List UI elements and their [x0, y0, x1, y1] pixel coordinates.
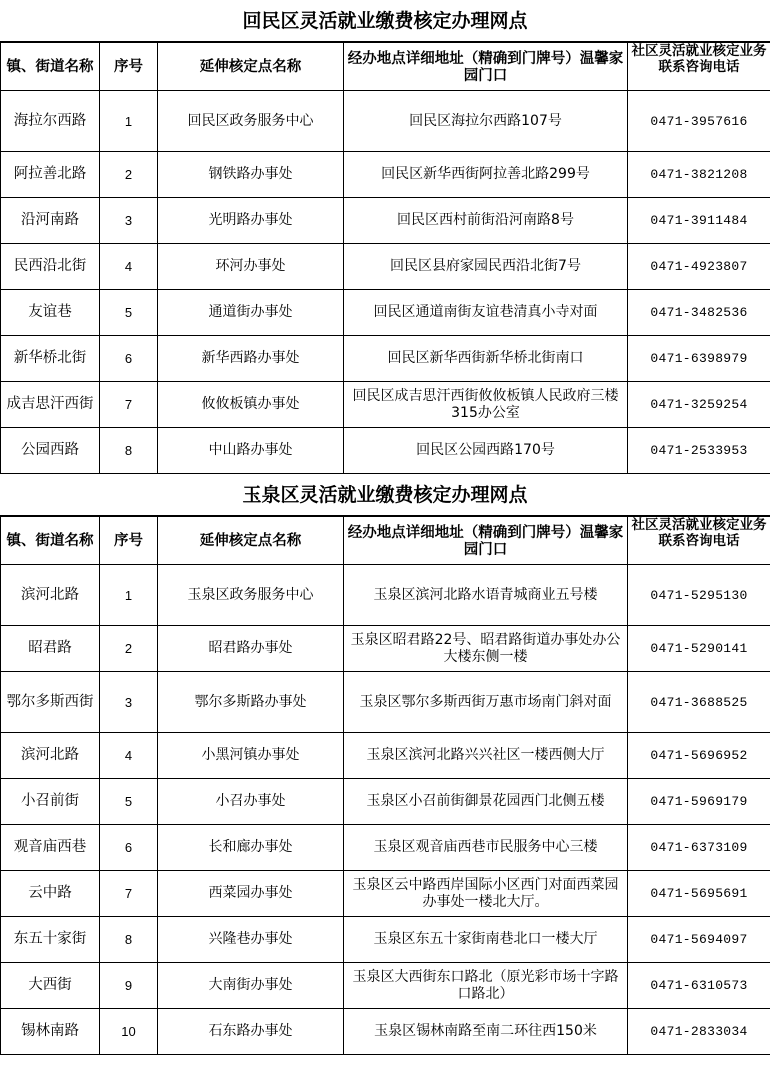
- phone-cell: 0471-3957616: [628, 91, 770, 152]
- phone-cell: 0471-5696952: [628, 733, 770, 779]
- phone-cell: 0471-2833034: [628, 1009, 770, 1055]
- number-cell: 7: [100, 871, 158, 917]
- table-row: [1, 244, 770, 290]
- number-cell: 5: [100, 290, 158, 336]
- office-cell: 鄂尔多斯路办事处: [158, 672, 344, 733]
- office-cell: 新华西路办事处: [158, 336, 344, 382]
- office-cell: 石东路办事处: [158, 1009, 344, 1055]
- table-row: [1, 152, 770, 198]
- phone-cell: 0471-3482536: [628, 290, 770, 336]
- phone-cell: 0471-3911484: [628, 198, 770, 244]
- address-cell: 回民区海拉尔西路107号: [344, 91, 628, 152]
- number-cell: 10: [100, 1009, 158, 1055]
- phone-cell: 0471-5694097: [628, 917, 770, 963]
- address-cell: 玉泉区滨河北路兴兴社区一楼西侧大厅: [344, 733, 628, 779]
- office-cell: 大南街办事处: [158, 963, 344, 1009]
- phone-cell: 0471-5295130: [628, 565, 770, 626]
- address-cell: 玉泉区云中路西岸国际小区西门对面西菜园办事处一楼北大厅。: [344, 871, 628, 917]
- table-row: [1, 672, 770, 733]
- header-no: 序号: [100, 517, 158, 565]
- street-cell: 云中路: [1, 871, 100, 917]
- number-cell: 6: [100, 825, 158, 871]
- street-cell: 鄂尔多斯西街: [1, 672, 100, 733]
- street-cell: 新华桥北街: [1, 336, 100, 382]
- street-cell: 观音庙西巷: [1, 825, 100, 871]
- street-cell: 锡林南路: [1, 1009, 100, 1055]
- number-cell: 4: [100, 733, 158, 779]
- table-row: [1, 963, 770, 1009]
- header-address: 经办地点详细地址（精确到门牌号）温馨家园门口: [344, 43, 628, 91]
- header-office: 延伸核定点名称: [158, 517, 344, 565]
- number-cell: 6: [100, 336, 158, 382]
- number-cell: 3: [100, 198, 158, 244]
- street-cell: 海拉尔西路: [1, 91, 100, 152]
- table-row: [1, 733, 770, 779]
- office-cell: 攸攸板镇办事处: [158, 382, 344, 428]
- table-row: [1, 917, 770, 963]
- yuquan-body: [1, 565, 770, 1055]
- phone-cell: 0471-3821208: [628, 152, 770, 198]
- street-cell: 阿拉善北路: [1, 152, 100, 198]
- phone-cell: 0471-2533953: [628, 428, 770, 474]
- phone-cell: 0471-5290141: [628, 626, 770, 672]
- table-row: [1, 91, 770, 152]
- address-cell: 玉泉区昭君路22号、昭君路街道办事处办公大楼东侧一楼: [344, 626, 628, 672]
- address-cell: 回民区西村前街沿河南路8号: [344, 198, 628, 244]
- address-cell: 回民区县府家园民西沿北街7号: [344, 244, 628, 290]
- table-row: [1, 871, 770, 917]
- office-cell: 西菜园办事处: [158, 871, 344, 917]
- header-phone: 社区灵活就业核定业务联系咨询电话: [628, 517, 770, 565]
- address-cell: 玉泉区滨河北路水语青城商业五号楼: [344, 565, 628, 626]
- office-cell: 玉泉区政务服务中心: [158, 565, 344, 626]
- yuquan-header-row: [1, 517, 770, 565]
- street-cell: 沿河南路: [1, 198, 100, 244]
- phone-cell: 0471-4923807: [628, 244, 770, 290]
- yuquan-table: [0, 516, 770, 1055]
- phone-cell: 0471-6310573: [628, 963, 770, 1009]
- address-cell: 回民区公园西路170号: [344, 428, 628, 474]
- office-cell: 回民区政务服务中心: [158, 91, 344, 152]
- street-cell: 公园西路: [1, 428, 100, 474]
- address-cell: 玉泉区鄂尔多斯西街万惠市场南门斜对面: [344, 672, 628, 733]
- address-cell: 回民区新华西街阿拉善北路299号: [344, 152, 628, 198]
- office-cell: 环河办事处: [158, 244, 344, 290]
- street-cell: 滨河北路: [1, 565, 100, 626]
- header-office: 延伸核定点名称: [158, 43, 344, 91]
- office-cell: 中山路办事处: [158, 428, 344, 474]
- office-cell: 兴隆巷办事处: [158, 917, 344, 963]
- table-row: [1, 428, 770, 474]
- office-cell: 昭君路办事处: [158, 626, 344, 672]
- table-row: [1, 779, 770, 825]
- office-cell: 长和廊办事处: [158, 825, 344, 871]
- huimin-table: [0, 42, 770, 474]
- office-cell: 小召办事处: [158, 779, 344, 825]
- address-cell: 回民区新华西街新华桥北街南口: [344, 336, 628, 382]
- street-cell: 昭君路: [1, 626, 100, 672]
- number-cell: 9: [100, 963, 158, 1009]
- header-street: 镇、街道名称: [1, 43, 100, 91]
- huimin-title: 回民区灵活就业缴费核定办理网点: [0, 0, 770, 42]
- huimin-body: [1, 91, 770, 474]
- address-cell: 玉泉区小召前街御景花园西门北侧五楼: [344, 779, 628, 825]
- phone-cell: 0471-5969179: [628, 779, 770, 825]
- table-row: [1, 1009, 770, 1055]
- number-cell: 8: [100, 917, 158, 963]
- office-cell: 钢铁路办事处: [158, 152, 344, 198]
- address-cell: 回民区成吉思汗西街攸攸板镇人民政府三楼315办公室: [344, 382, 628, 428]
- header-no: 序号: [100, 43, 158, 91]
- table-row: [1, 825, 770, 871]
- number-cell: 2: [100, 152, 158, 198]
- street-cell: 成吉思汗西街: [1, 382, 100, 428]
- number-cell: 3: [100, 672, 158, 733]
- huimin-header-row: [1, 43, 770, 91]
- street-cell: 东五十家街: [1, 917, 100, 963]
- table-row: [1, 565, 770, 626]
- address-cell: 玉泉区东五十家街南巷北口一楼大厅: [344, 917, 628, 963]
- address-cell: 玉泉区锡林南路至南二环往西150米: [344, 1009, 628, 1055]
- phone-cell: 0471-6373109: [628, 825, 770, 871]
- street-cell: 大西街: [1, 963, 100, 1009]
- office-cell: 小黑河镇办事处: [158, 733, 344, 779]
- office-cell: 通道街办事处: [158, 290, 344, 336]
- number-cell: 4: [100, 244, 158, 290]
- phone-cell: 0471-3688525: [628, 672, 770, 733]
- street-cell: 滨河北路: [1, 733, 100, 779]
- header-street: 镇、街道名称: [1, 517, 100, 565]
- table-row: [1, 198, 770, 244]
- street-cell: 小召前街: [1, 779, 100, 825]
- phone-cell: 0471-3259254: [628, 382, 770, 428]
- table-row: [1, 626, 770, 672]
- number-cell: 1: [100, 565, 158, 626]
- street-cell: 民西沿北街: [1, 244, 100, 290]
- table-row: [1, 290, 770, 336]
- phone-cell: 0471-6398979: [628, 336, 770, 382]
- table-row: [1, 336, 770, 382]
- yuquan-title: 玉泉区灵活就业缴费核定办理网点: [0, 474, 770, 516]
- office-cell: 光明路办事处: [158, 198, 344, 244]
- table-row: [1, 382, 770, 428]
- header-address: 经办地点详细地址（精确到门牌号）温馨家园门口: [344, 517, 628, 565]
- address-cell: 玉泉区大西街东口路北（原光彩市场十字路口路北）: [344, 963, 628, 1009]
- number-cell: 7: [100, 382, 158, 428]
- street-cell: 友谊巷: [1, 290, 100, 336]
- phone-cell: 0471-5695691: [628, 871, 770, 917]
- address-cell: 玉泉区观音庙西巷市民服务中心三楼: [344, 825, 628, 871]
- header-phone: 社区灵活就业核定业务联系咨询电话: [628, 43, 770, 91]
- number-cell: 8: [100, 428, 158, 474]
- number-cell: 2: [100, 626, 158, 672]
- address-cell: 回民区通道南街友谊巷清真小寺对面: [344, 290, 628, 336]
- number-cell: 5: [100, 779, 158, 825]
- number-cell: 1: [100, 91, 158, 152]
